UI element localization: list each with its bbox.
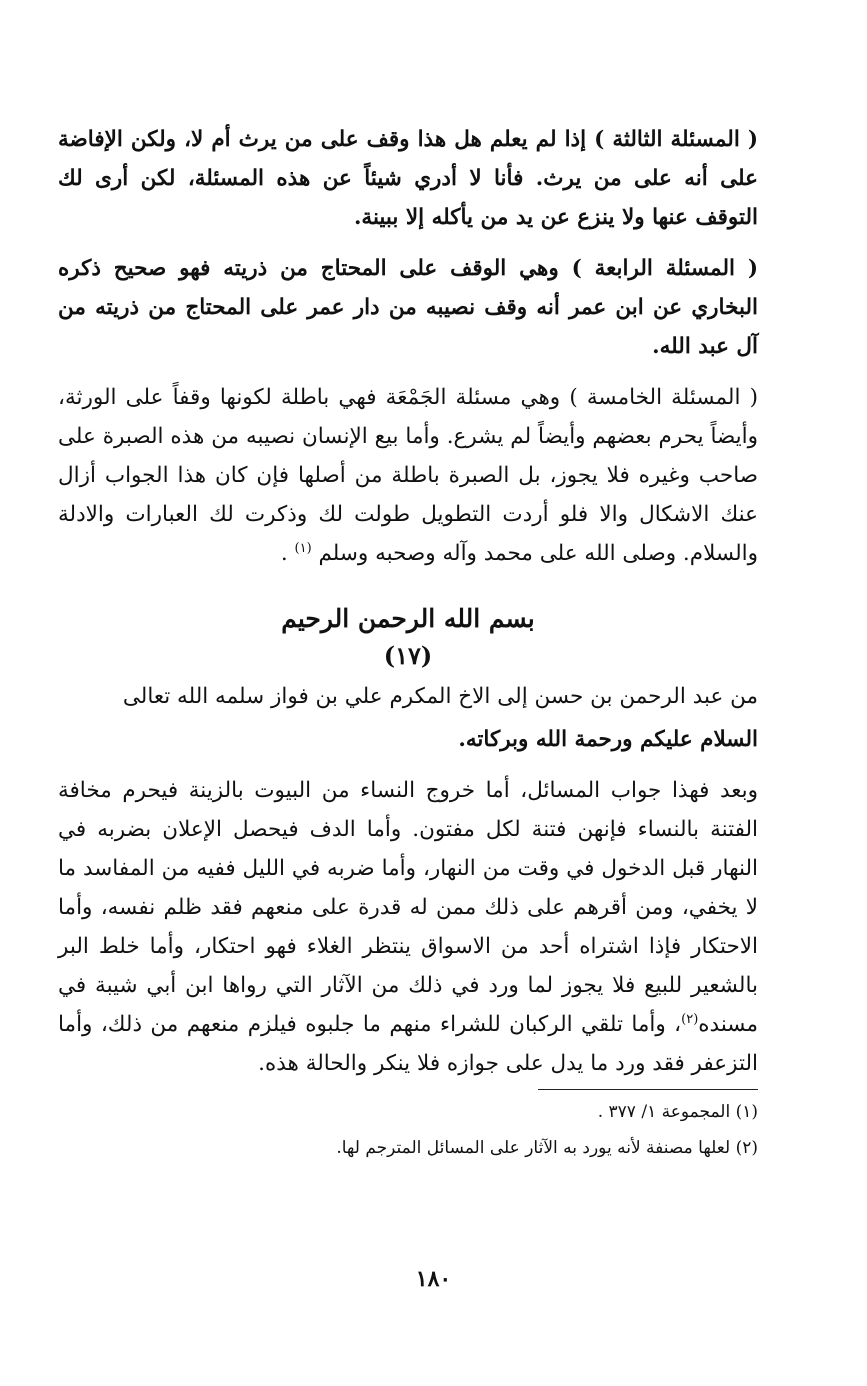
letter-salutation: السلام عليكم ورحمة الله وبركاته. (458, 727, 758, 752)
footnote-ref-1: (١) (294, 540, 312, 556)
footnotes (58, 1096, 758, 1164)
letter-body (58, 771, 758, 1083)
paragraph-fourth-issue: ( المسئلة الرابعة ) وهي الوقف على المحتاج من ذريته فهو صحيح ذكره البخاري عن ابن عمر أنه وقف نصيبه من دار عمر على المحتاج من ذريته من آل عبد الله. (58, 256, 758, 359)
paragraph-fifth-text: ( المسئلة الخامسة ) وهي مسئلة الجَمْعَة فهي باطلة لكونها وقفاً على الورثة، وأيضاً يحرم بعضهم وأيضاً لم يشرع. وأما بيع الإنسان نصيبه من هذه الصبرة على صاحب وغيره فلا يجوز، بل الصبرة باطلة من أصلها فإن كان هذا الجواب أزال عنك الاشكال والا فلو أردت التطويل طولت لك وذكرت لك العبارات والادلة والسلام. وصلى الله على محمد وآله وصحبه وسلم (58, 385, 758, 566)
letter-opening: من عبد الرحمن بن حسن إلى الاخ المكرم علي بن فواز سلمه الله تعالى (122, 684, 758, 709)
footnote-divider (538, 1089, 758, 1090)
footnote-1: (١) المجموعة ١/ ٣٧٧ . (597, 1102, 758, 1122)
letter-body-part2: ، وأما تلقي الركبان للشراء منهم ما جلبوه فيلزم منعهم من ذلك، وأما التزعفر فقد ورد ما يدل على جوازه فلا ينكر والحالة هذه. (58, 1012, 758, 1076)
letter-body-part1: وبعد فهذا جواب المسائل، أما خروج النساء من البيوت بالزينة فيحرم مخافة الفتنة بالنساء فإنهن فتنة لكل مفتون. وأما الدف فيحصل الإعلان بضربه في النهار قبل الدخول في وقت من النهار، وأما ضربه في الليل ففيه من المفاسد ما لا يخفي، ومن أقرهم على ذلك ممن له قدرة على منعهم فقد ظلم نفسه، وأما الاحتكار فإذا اشتراه أحد من الاسواق ينتظر الغلاء فهو احتكار، وأما خلط البر بالشعير للبيع فلا يجوز لما ورد في ذلك من الآثار التي رواها ابن أبي شيبة في مسنده (58, 778, 758, 1037)
end-mark: . (280, 541, 288, 566)
footnote-ref-2: (٢) (681, 1011, 699, 1027)
letter-number: (١٧) (383, 641, 433, 670)
basmala-heading: بسم الله الرحمن الرحيم (281, 604, 535, 633)
paragraph-fifth-issue (58, 378, 758, 573)
footnote-2: (٢) لعلها مصنفة لأنه يورد به الآثار على المسائل المترجم لها. (336, 1138, 758, 1158)
page-content (58, 120, 758, 1168)
paragraph-third-issue: ( المسئلة الثالثة ) إذا لم يعلم هل هذا وقف على من يرث أم لا، ولكن الإفاضة على أنه على من يرث. فأنا لا أدري شيئاً عن هذه المسئلة، لكن أرى لك التوقف عنها ولا ينزع عن يد من يأكله إلا ببينة. (58, 127, 758, 230)
page-number: ١٨٠ (415, 1266, 452, 1292)
